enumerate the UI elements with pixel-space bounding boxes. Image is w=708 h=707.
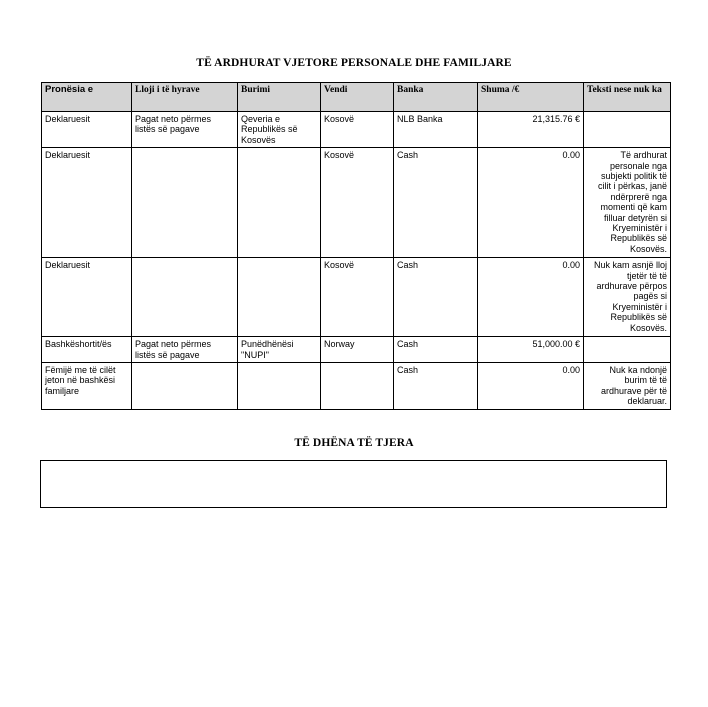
header-country: Vendi (321, 83, 394, 112)
cell-type (132, 258, 238, 337)
table-header-row (42, 83, 671, 112)
table-row (42, 363, 671, 410)
header-type: Lloji i të hyrave (132, 83, 238, 112)
cell-amount: 21,315.76 € (478, 112, 584, 148)
cell-country: Norway (321, 337, 394, 363)
cell-amount: 0.00 (478, 363, 584, 410)
table-row (42, 337, 671, 363)
cell-owner: Bashkëshortit/ës (42, 337, 132, 363)
cell-bank: Cash (394, 148, 478, 258)
header-note: Teksti nese nuk ka (584, 83, 671, 112)
cell-source (238, 363, 321, 410)
other-data-title: TË DHËNA TË TJERA (294, 437, 414, 449)
cell-source (238, 258, 321, 337)
cell-note: Nuk ka ndonjë burim të të ardhurave për të deklaruar. (584, 363, 671, 410)
cell-country: Kosovë (321, 148, 394, 258)
cell-source (238, 148, 321, 258)
cell-note: Të ardhurat personale nga subjekti politik të cilit i përkas, janë ndërprerë nga momenti që kam filluar detyrën si Kryeministër i Republikës së Kosovës. (584, 148, 671, 258)
cell-owner: Deklaruesit (42, 148, 132, 258)
table-row (42, 112, 671, 148)
header-source: Burimi (238, 83, 321, 112)
cell-bank: Cash (394, 258, 478, 337)
cell-type (132, 363, 238, 410)
cell-bank: Cash (394, 337, 478, 363)
cell-amount: 0.00 (478, 148, 584, 258)
cell-owner: Fëmijë me të cilët jeton në bashkësi familjare (42, 363, 132, 410)
cell-country: Kosovë (321, 258, 394, 337)
cell-note (584, 112, 671, 148)
income-table (41, 82, 671, 410)
cell-type: Pagat neto përmes listës së pagave (132, 337, 238, 363)
cell-source: Qeveria e Republikës së Kosovës (238, 112, 321, 148)
cell-source: Punëdhënësi "NUPI" (238, 337, 321, 363)
header-owner: Pronësia e (42, 83, 132, 112)
table-row (42, 258, 671, 337)
cell-amount: 0.00 (478, 258, 584, 337)
cell-owner: Deklaruesit (42, 112, 132, 148)
cell-country (321, 363, 394, 410)
cell-country: Kosovë (321, 112, 394, 148)
cell-bank: NLB Banka (394, 112, 478, 148)
other-data-box (40, 460, 667, 508)
cell-amount: 51,000.00 € (478, 337, 584, 363)
header-bank: Banka (394, 83, 478, 112)
cell-bank: Cash (394, 363, 478, 410)
cell-type (132, 148, 238, 258)
page-title: TË ARDHURAT VJETORE PERSONALE DHE FAMILJARE (196, 57, 512, 69)
table-row (42, 148, 671, 258)
cell-note (584, 337, 671, 363)
cell-type: Pagat neto përmes listës së pagave (132, 112, 238, 148)
cell-note: Nuk kam asnjë lloj tjetër të të ardhurave përpos pagës si Kryeministër i Republikës së Kosovës. (584, 258, 671, 337)
header-amount: Shuma /€ (478, 83, 584, 112)
cell-owner: Deklaruesit (42, 258, 132, 337)
